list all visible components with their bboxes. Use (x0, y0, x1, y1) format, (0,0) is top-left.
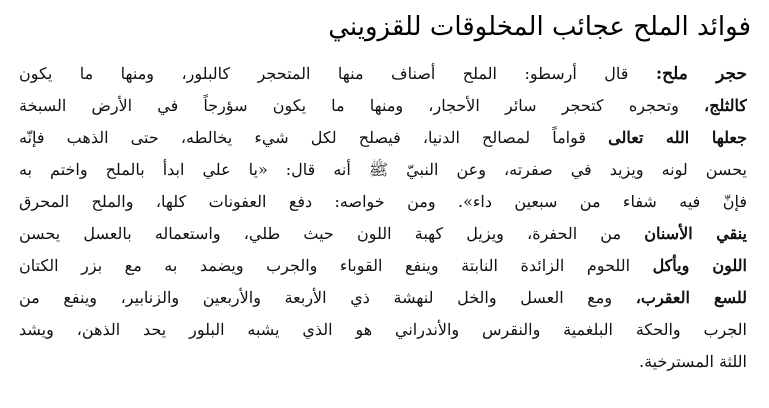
text-line (19, 218, 747, 250)
line-text: فإنّ فيه شفاء من سبعين داء». ومن خواصه: دفع العفونات كلها، والملح المحرق (19, 192, 747, 211)
text-line (19, 282, 747, 314)
text-line (19, 314, 747, 346)
line-text: اللحوم الزائدة النابتة وينفع القوباء والجرب ويضمد به مع بزر الكتان (19, 256, 653, 275)
line-text: وتحجره كتحجر سائر الأحجار، ومنها ما يكون سؤرجاً في الأرض السبخة (19, 96, 705, 115)
bold-phrase: اللون ويأكل (652, 256, 747, 275)
text-line (19, 346, 747, 378)
entry-heading: حجر ملح: (655, 64, 747, 84)
article-paragraph (19, 58, 747, 378)
text-line (19, 122, 747, 154)
text-line (19, 250, 747, 282)
line-text: اللثة المسترخية. (639, 352, 747, 371)
line-text: قال أرسطو: الملح أصناف منها المتحجر كالبلور، ومنها ما يكون (19, 64, 656, 83)
text-line (19, 154, 747, 186)
bold-phrase: جعلها الله تعالى (608, 128, 747, 147)
line-text: قواماً لمصالح الدنيا، فيصلح لكل شيء يخالطه، حتى الذهب فإنّه (19, 128, 609, 147)
text-line (19, 90, 747, 122)
page-title: فوائد الملح عجائب المخلوقات للقزويني (328, 12, 751, 42)
line-text: ومع العسل والخل لنهشة ذي الأربعة والأربعين والزنابير، وينفع من (19, 288, 636, 307)
bold-phrase: ينقي الأسنان (644, 224, 747, 243)
line-text: من الحفرة، ويزيل كهبة اللون حيث طلي، واستعماله بالعسل يحسن (19, 224, 645, 243)
bold-phrase: للسع العقرب، (635, 288, 747, 307)
text-line (19, 186, 747, 218)
line-text: يحسن لونه ويزيد في صفرته، وعن النبيّ ﷺ أنه قال: «يا علي ابدأ بالملح واختم به (19, 160, 747, 179)
bold-phrase: كالثلج، (704, 96, 747, 115)
text-line (19, 58, 747, 90)
line-text: الجرب والحكة البلغمية والنقرس والأندراني هو الذي يشبه البلور يحد الذهن، ويشد (19, 320, 747, 339)
